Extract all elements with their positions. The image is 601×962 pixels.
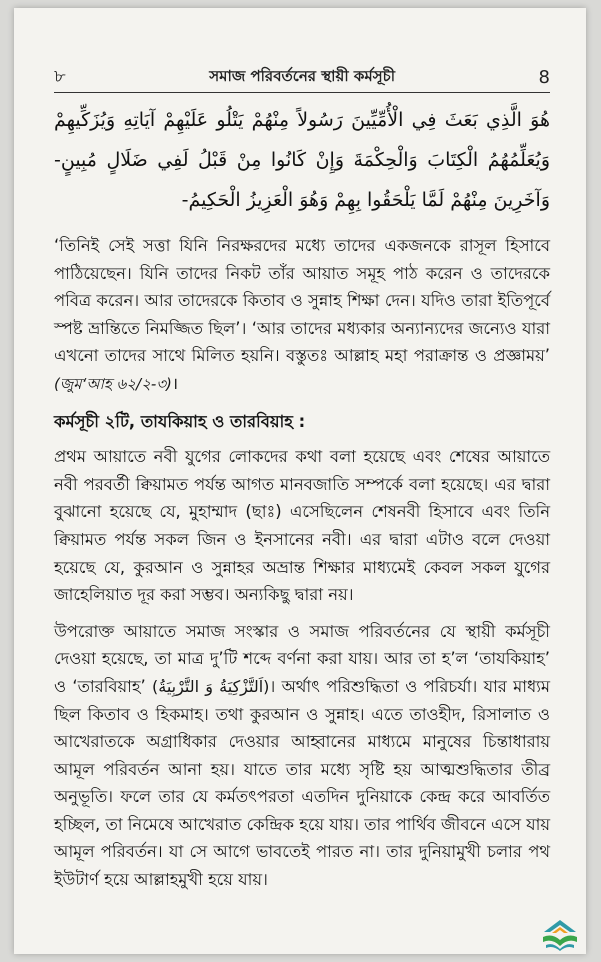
paragraph-2: প্রথম আয়াতে নবী যুগের লোকদের কথা বলা হয়েছে এবং শেষের আয়াতে নবী পরবর্তী ক্বিয়ামত পর্যন্ত আগত মানবজাতি সম্পর্কে বলা হয়েছে। এর দ্বারা বুঝানো হয়েছে যে, মুহাম্মাদ (ছাঃ) এসেছিলেন শেষনবী হিসাবে এবং তিনি ক্বিয়ামত পর্যন্ত সকল জিন ও ইনসানের নবী। এর দ্বারা এটাও বলে দেওয়া হয়েছে যে, কুরআন ও সুন্নাহর অভ্রান্ত শিক্ষার মাধ্যমেই কেবল সকল যুগের জাহেলিয়াত দূর করা সম্ভব। অন্যকিছু দ্বারা নয়।: [54, 447, 550, 605]
translation-text: ‘তিনিই সেই সত্তা যিনি নিরক্ষরদের মধ্যে তাদের একজনকে রাসূল হিসাবে পাঠিয়েছেন। যিনি তাদের নিকট তাঁর আয়াত সমূহ পাঠ করেন ও তাদেরকে পবিত্র করেন। আর তাদেরকে কিতাব ও সুন্নাহ শিক্ষা দেন। যদিও তারা ইতিপূর্বে স্পষ্ট ভ্রান্তিতে নিমজ্জিত ছিল’। ‘আর তাদের মধ্যকার অন্যান্যদের জন্যেও যারা এখনো তাদের সাথে মিলিত হয়নি। বস্তুতঃ আল্লাহ মহা পরাক্রান্ত ও প্রজ্ঞাময়’: [54, 236, 550, 366]
section-heading: কর্মসূচী ২টি, তাযকিয়াহ ও তারবিয়াহ :: [54, 411, 306, 431]
arabic-verse: هُوَ الَّذِي بَعَثَ فِي الْأُمِّيِّينَ رَسُولاً مِنْهُمْ يَتْلُو عَلَيْهِمْ آيَاتِهِ وَيُزَكِّيهِمْ وَيُعَلِّمُهُمُ الْكِتَابَ وَالْحِكْمَةَ وَإِنْ كَانُوا مِنْ قَبْلُ لَفِي ضَلَالٍ مُبِينٍ- وَآخَرِينَ مِنْهُمْ لَمَّا يَلْحَقُوا بِهِمْ وَهُوَ الْعَزِيزُ الْحَكِيمُ-: [54, 109, 550, 211]
translation-paragraph: [54, 232, 550, 399]
paragraph-3: [54, 618, 550, 894]
verse-reference: (জুম‘আহ ৬২/২-৩): [54, 374, 172, 393]
paragraph-3-end: । অর্থাৎ পরিশুদ্ধিতা ও পরিচর্যা। যার মাধ্যম ছিল কিতাব ও হিকমাহ। তথা কুরআন ও সুন্নাহ। এতে তাওহীদ, রিসালাত ও আখেরাতকে অগ্রাধিকার দেওয়ার আহ্বানের মাধ্যমে মানুষের চিন্তাধারায় আমূল পরিবর্তন আনা হয়। যাতে তার মধ্যে সৃষ্টি হয় আত্মশুদ্ধিতার তীব্র অনুভূতি। ফলে তার যে কর্মতৎপরতা এতদিন দুনিয়াকে কেন্দ্র করে আবর্তিত হচ্ছিল, তা নিমেষে আখেরাত কেন্দ্রিক হয়ে যায়। তার পার্থিব জীবনে এসে যায় আমূল পরিবর্তন। যা সে আগে ভাবতেই পারত না। তার দুনিয়ামুখী চলার পথ ইউটার্ণ হয়ে আল্লাহমুখী হয়ে যায়।: [54, 676, 551, 890]
translation-end: ।: [171, 373, 179, 393]
page-number-left: ৮: [54, 65, 66, 87]
page-header: [54, 62, 550, 93]
page-number-right: 8: [538, 66, 550, 88]
page-body: [54, 232, 550, 903]
book-page: [14, 8, 586, 954]
paragraph-3-start: উপরোক্ত আয়াতে সমাজ সংস্কার ও সমাজ পরিবর্তনের যে স্থায়ী কর্মসূচী দেওয়া হয়েছে, তা মাত্র দু’টি শব্দে বর্ণনা করা যায়। আর তা হ’ল ‘তাযকিয়াহ’ ও ‘তারবিয়াহ’: [54, 621, 550, 696]
publisher-logo-icon: [540, 918, 580, 952]
inline-arabic-terms: (اَلتَّزْكِيَةُ وَ التَّرْبِيَةُ): [152, 676, 270, 696]
running-title: সমাজ পরিবর্তনের স্থায়ী কর্মসূচী: [209, 66, 395, 85]
